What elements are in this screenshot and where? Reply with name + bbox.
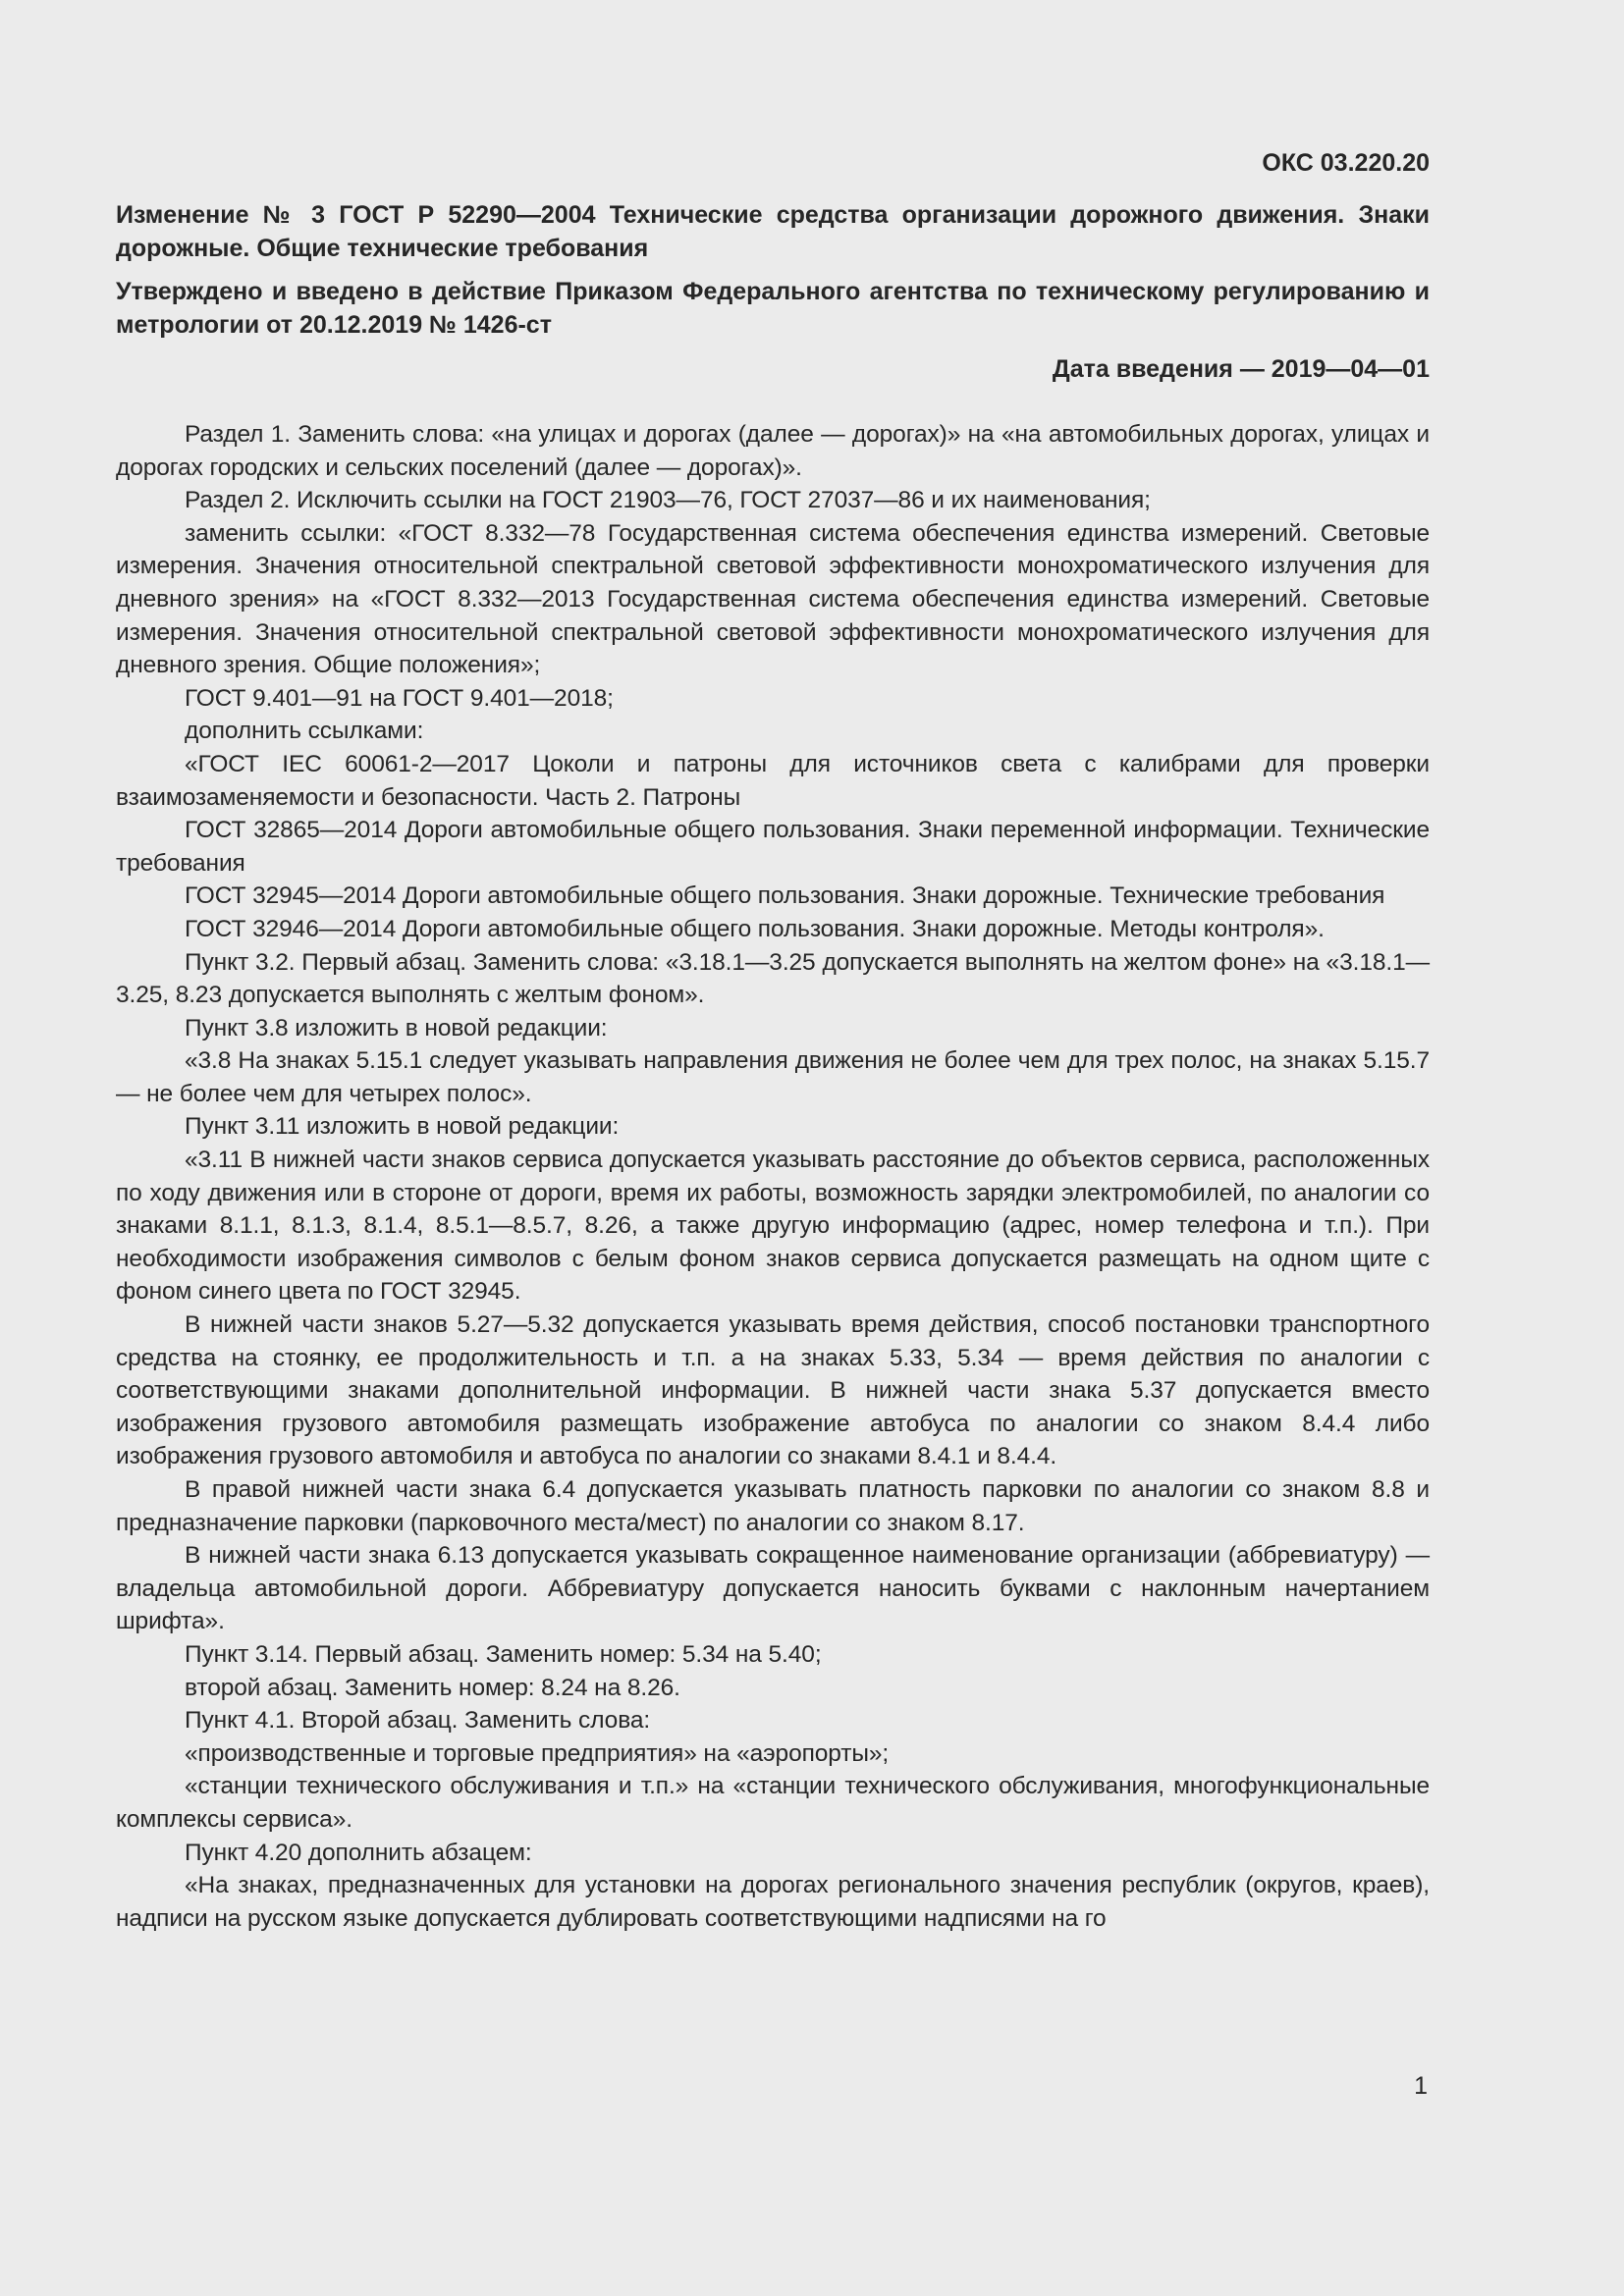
paragraph: дополнить ссылками: — [185, 718, 424, 745]
document-body — [116, 418, 1430, 1935]
paragraph: ГОСТ 32865—2014 Дороги автомобильные общего пользования. Знаки переменной информации. Технические требования — [116, 817, 1430, 877]
paragraph: В нижней части знаков 5.27—5.32 допускается указывать время действия, способ постановки транспортного средства на стоянку, ее продолжительность и т.п. а на знаках 5.33, 5.34 — время действия по аналогии с соответствующими знаками дополнительной информации. В нижней части знака 5.37 допускается вместо изображения грузового автомобиля размещать изображение автобуса по аналогии со знаком 8.4.4 либо изображения грузового автомобиля и автобуса по аналогии со знаками 8.4.1 и 8.4.4. — [116, 1311, 1430, 1470]
paragraph: В нижней части знака 6.13 допускается указывать сокращенное наименование организации (аббревиатуру) — владельца автомобильной дороги. Аббревиатуру допускается наносить буквами с наклонным начертанием шрифта». — [116, 1542, 1430, 1635]
paragraph: «производственные и торговые предприятия» на «аэропорты»; — [185, 1739, 890, 1767]
page-number: 1 — [1414, 2072, 1428, 2100]
paragraph: заменить ссылки: «ГОСТ 8.332—78 Государственная система обеспечения единства измерений. Световые измерения. Значения относительной спектральной световой эффективности монохроматического излучения для дневного зрения» на «ГОСТ 8.332—2013 Государственная система обеспечения единства измерений. Световые измерения. Значения относительной спектральной световой эффективности монохроматического излучения для дневного зрения. Общие положения»; — [116, 519, 1430, 679]
oks-code: ОКС 03.220.20 — [1262, 149, 1430, 177]
paragraph: «ГОСТ IEC 60061-2—2017 Цоколи и патроны для источников света с калибрами для проверки взаимозаменяемости и безопасности. Часть 2. Патроны — [116, 750, 1430, 811]
paragraph: ГОСТ 32946—2014 Дороги автомобильные общего пользования. Знаки дорожные. Методы контроля». — [185, 915, 1325, 942]
paragraph: Пункт 3.14. Первый абзац. Заменить номер: 5.34 на 5.40; — [185, 1640, 822, 1668]
paragraph: «станции технического обслуживания и т.п.» на «станции технического обслуживания, многофункциональные комплексы сервиса». — [116, 1773, 1430, 1833]
paragraph: «На знаках, предназначенных для установки на дорогах регионального значения республик (округов, краев), надписи на русском языке допускается дублировать соответствующими надписями на го — [116, 1872, 1430, 1932]
paragraph: Пункт 4.1. Второй абзац. Заменить слова: — [185, 1707, 651, 1735]
paragraph: Пункт 3.2. Первый абзац. Заменить слова: «3.18.1—3.25 допускается выполнять на желтом фоне» на «3.18.1—3.25, 8.23 допускается выполнять с желтым фоном». — [116, 948, 1430, 1009]
paragraph: «3.11 В нижней части знаков сервиса допускается указывать расстояние до объектов сервиса, расположенных по ходу движения или в стороне от дороги, время их работы, возможность зарядки электромобилей, по аналогии со знаками 8.1.1, 8.1.3, 8.1.4, 8.5.1—8.5.7, 8.26, а также другую информацию (адрес, номер телефона и т.п.). При необходимости изображения символов с белым фоном знаков сервиса допускается размещать на одном щите с фоном синего цвета по ГОСТ 32945. — [116, 1147, 1430, 1306]
paragraph: «3.8 На знаках 5.15.1 следует указывать направления движения не более чем для трех полос, на знаках 5.15.7 — не более чем для четырех полос». — [116, 1047, 1430, 1107]
document-title: Изменение № 3 ГОСТ Р 52290—2004 Технические средства организации дорожного движения. Знаки дорожные. Общие технические требования — [116, 201, 1430, 262]
paragraph: ГОСТ 32945—2014 Дороги автомобильные общего пользования. Знаки дорожные. Технические требования — [185, 882, 1385, 910]
paragraph: второй абзац. Заменить номер: 8.24 на 8.26. — [185, 1674, 680, 1701]
paragraph: В правой нижней части знака 6.4 допускается указывать платность парковки по аналогии со знаком 8.8 и предназначение парковки (парковочного места/мест) по аналогии со знаком 8.17. — [116, 1476, 1430, 1536]
effective-date: Дата введения — 2019—04—01 — [1052, 355, 1430, 383]
paragraph: Пункт 4.20 дополнить абзацем: — [185, 1839, 532, 1866]
approval-statement: Утверждено и введено в действие Приказом Федерального агентства по техническому регулированию и метрологии от 20.12.2019 № 1426-ст — [116, 278, 1430, 339]
paragraph: ГОСТ 9.401—91 на ГОСТ 9.401—2018; — [185, 684, 614, 712]
page-content — [116, 145, 1430, 1935]
paragraph: Раздел 2. Исключить ссылки на ГОСТ 21903—76, ГОСТ 27037—86 и их наименования; — [185, 487, 1151, 514]
paragraph: Пункт 3.8 изложить в новой редакции: — [185, 1014, 608, 1041]
paragraph: Раздел 1. Заменить слова: «на улицах и дорогах (далее — дорогах)» на «на автомобильных дорогах, улицах и дорогах городских и сельских поселений (далее — дорогах)». — [116, 421, 1430, 481]
paragraph: Пункт 3.11 изложить в новой редакции: — [185, 1113, 620, 1141]
